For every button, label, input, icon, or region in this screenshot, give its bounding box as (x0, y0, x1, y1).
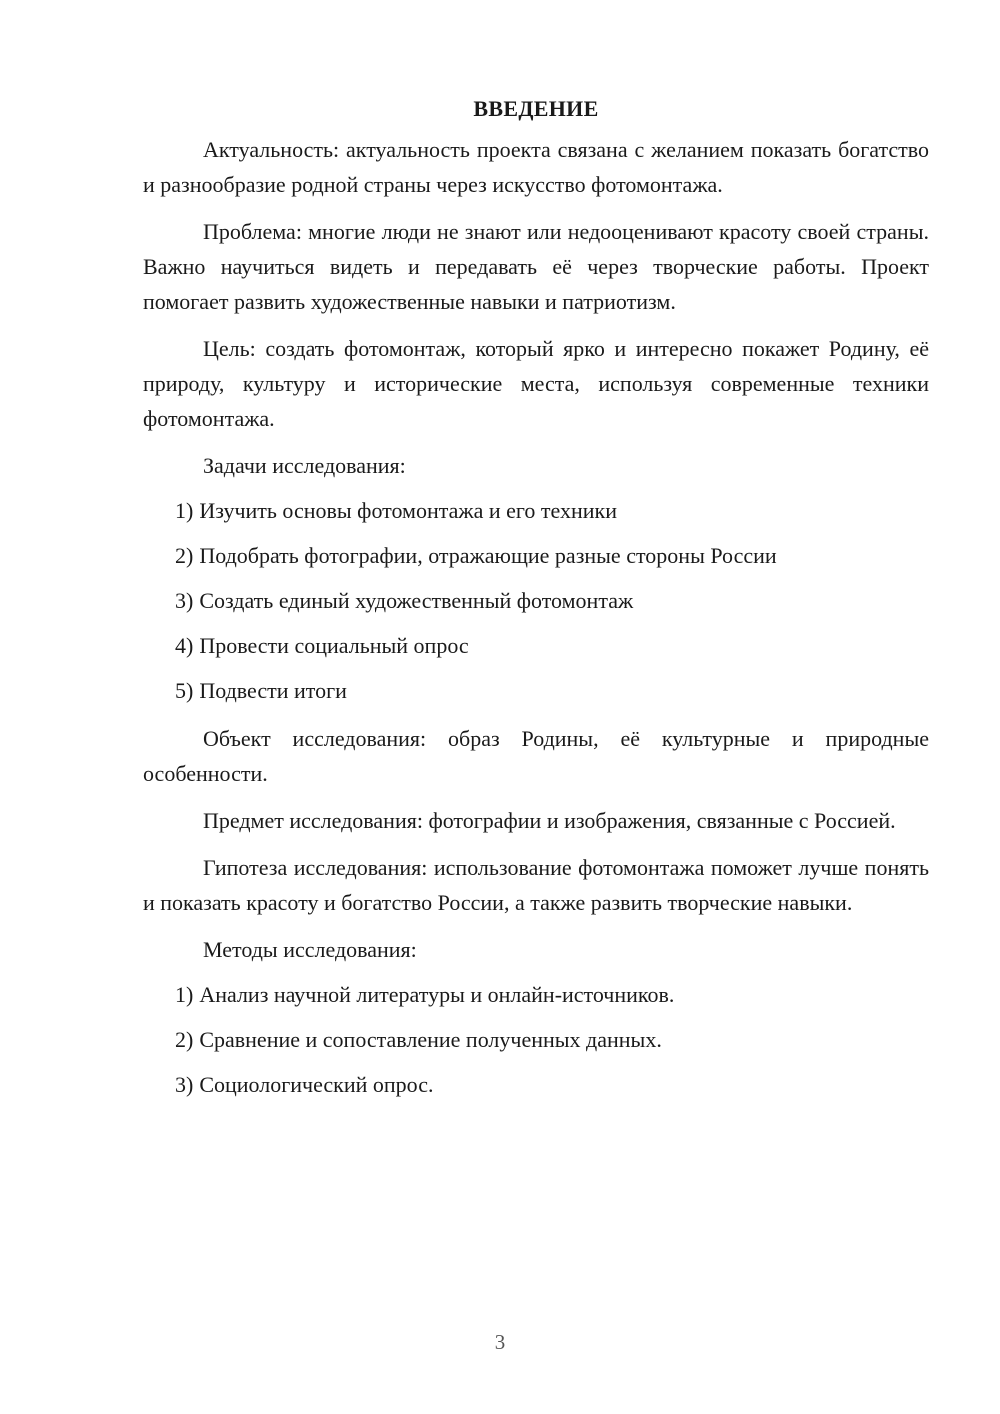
list-item-number: 3) (175, 588, 194, 613)
problem-paragraph: Проблема: многие люди не знают или недооценивают красоту своей страны. Важно научиться видеть и передавать её через творческие работы. Проект помогает развить художественные навыки и патриотизм. (143, 219, 929, 314)
list-item (175, 493, 929, 528)
list-item (175, 673, 929, 708)
list-item-number: 3) (175, 1072, 194, 1097)
list-item-text: Социологический опрос. (199, 1072, 434, 1097)
list-item (175, 1022, 929, 1057)
list-item-text: Анализ научной литературы и онлайн-источников. (199, 982, 675, 1007)
list-item-text: Подобрать фотографии, отражающие разные стороны России (199, 543, 777, 568)
list-item-text: Подвести итоги (199, 678, 347, 703)
tasks-label: Задачи исследования: (203, 453, 406, 478)
page-number: 3 (494, 1330, 506, 1354)
list-item-number: 2) (175, 1027, 194, 1052)
list-item (175, 1067, 929, 1102)
list-item-number: 2) (175, 543, 194, 568)
hypothesis-paragraph: Гипотеза исследования: использование фотомонтажа поможет лучше понять и показать красоту и богатство России, а также развить творческие навыки. (143, 855, 929, 915)
methods-list (143, 977, 929, 1102)
object-paragraph: Объект исследования: образ Родины, её культурные и природные особенности. (143, 726, 929, 786)
list-item-number: 5) (175, 678, 194, 703)
relevance-paragraph: Актуальность: актуальность проекта связана с желанием показать богатство и разнообразие родной страны через искусство фотомонтажа. (143, 137, 929, 197)
list-item-number: 4) (175, 633, 194, 658)
list-item (175, 977, 929, 1012)
list-item-text: Изучить основы фотомонтажа и его техники (199, 498, 617, 523)
methods-label: Методы исследования: (203, 937, 417, 962)
goal-paragraph: Цель: создать фотомонтаж, который ярко и интересно покажет Родину, её природу, культуру и исторические места, используя современные техники фотомонтажа. (143, 336, 929, 431)
list-item-text: Сравнение и сопоставление полученных данных. (199, 1027, 662, 1052)
list-item-text: Провести социальный опрос (199, 633, 469, 658)
list-item-number: 1) (175, 982, 194, 1007)
list-item-number: 1) (175, 498, 194, 523)
tasks-list (143, 493, 929, 708)
list-item (175, 583, 929, 618)
document-page (143, 92, 929, 1115)
list-item (175, 628, 929, 663)
list-item (175, 538, 929, 573)
section-title: ВВЕДЕНИЕ (473, 96, 599, 121)
subject-paragraph: Предмет исследования: фотографии и изображения, связанные с Россией. (203, 808, 896, 833)
list-item-text: Создать единый художественный фотомонтаж (199, 588, 634, 613)
